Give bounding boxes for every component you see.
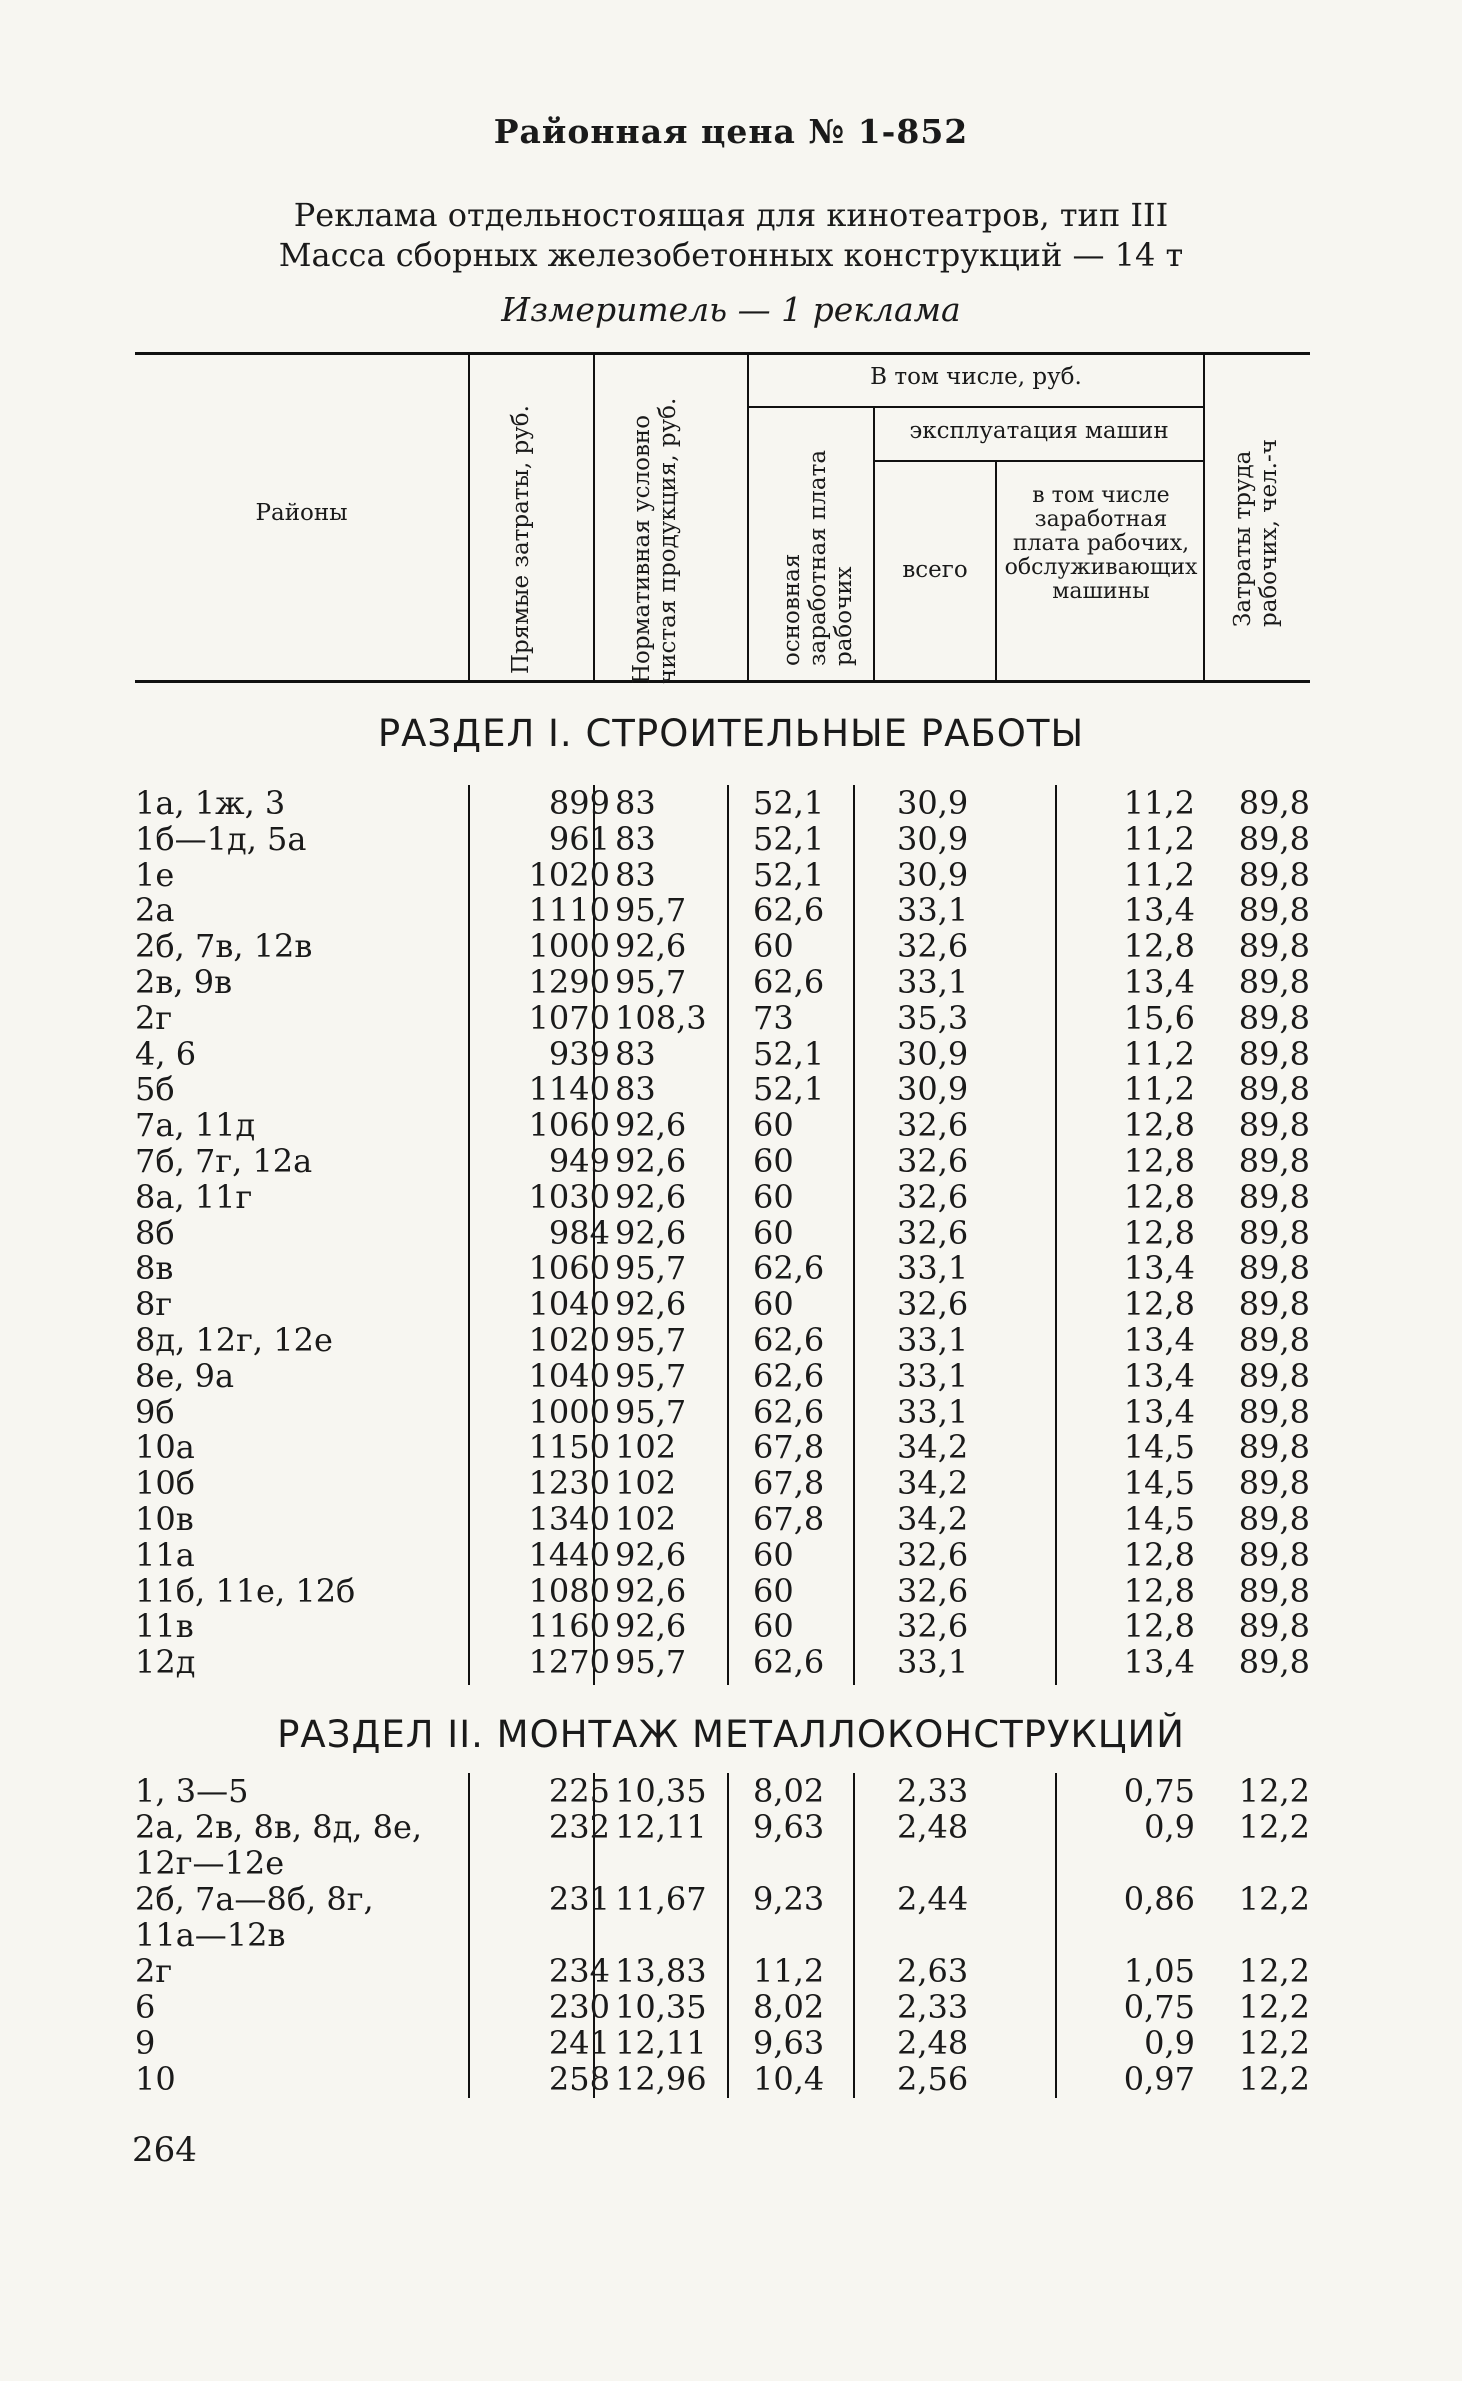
cell-v1: 1020 xyxy=(528,856,610,894)
page-title: Районная цена № 1-852 xyxy=(493,112,969,151)
cell-v3: 60 xyxy=(753,1214,794,1252)
cell-v3: 10,4 xyxy=(753,2060,825,2098)
cell-v2: 10,35 xyxy=(615,1988,707,2026)
table-row xyxy=(135,1989,1310,2025)
header-sub-rule xyxy=(875,460,1203,462)
cell-v4: 33,1 xyxy=(897,963,969,1001)
cell-v4: 2,56 xyxy=(897,2060,969,2098)
table-row xyxy=(135,1107,1310,1143)
table-row xyxy=(135,2025,1310,2061)
cell-v3: 52,1 xyxy=(753,1035,825,1073)
cell-v3: 11,2 xyxy=(753,1952,825,1990)
cell-v5: 12,8 xyxy=(1123,1178,1195,1216)
header-direct-cost: Прямые затраты, руб. xyxy=(508,405,534,674)
header-labor: Затраты труда рабочих, чел.-ч xyxy=(1230,439,1282,627)
table-row xyxy=(135,1808,1310,1882)
cell-v2: 102 xyxy=(615,1464,677,1502)
table-row xyxy=(135,1215,1310,1251)
cell-v2: 102 xyxy=(615,1428,677,1466)
cell-v5: 0,97 xyxy=(1123,2060,1195,2098)
cell-region: 1а, 1ж, 3 xyxy=(135,784,286,822)
cell-v6: 89,8 xyxy=(1238,1643,1310,1681)
header-bottom-rule xyxy=(135,680,1310,683)
cell-v4: 33,1 xyxy=(897,1643,969,1681)
cell-region: 8в xyxy=(135,1249,174,1287)
cell-v6: 89,8 xyxy=(1238,784,1310,822)
cell-v3: 8,02 xyxy=(753,1772,825,1810)
cell-region: 10 xyxy=(135,2060,176,2098)
cell-v2: 83 xyxy=(615,820,656,858)
cell-v6: 12,2 xyxy=(1238,1952,1310,1990)
cell-v1: 1040 xyxy=(528,1285,610,1323)
cell-v5: 12,8 xyxy=(1123,1607,1195,1645)
cell-v3: 9,63 xyxy=(753,2024,825,2062)
cell-v4: 30,9 xyxy=(897,1070,969,1108)
cell-v2: 92,6 xyxy=(615,1572,687,1610)
cell-region: 2а xyxy=(135,891,175,929)
cell-v1: 258 xyxy=(548,2060,610,2098)
header-col-rule xyxy=(747,355,749,680)
cell-v4: 33,1 xyxy=(897,1321,969,1359)
section-1-title: РАЗДЕЛ I. СТРОИТЕЛЬНЫЕ РАБОТЫ xyxy=(377,712,1085,755)
cell-v1: 1040 xyxy=(528,1357,610,1395)
cell-v6: 89,8 xyxy=(1238,820,1310,858)
cell-v4: 2,44 xyxy=(897,1880,969,1918)
header-top-rule xyxy=(135,352,1310,355)
cell-v1: 1110 xyxy=(528,891,610,929)
cell-v1: 1140 xyxy=(528,1070,610,1108)
cell-v2: 95,7 xyxy=(615,1321,687,1359)
cell-v6: 89,8 xyxy=(1238,891,1310,929)
cell-v6: 12,2 xyxy=(1238,2024,1310,2062)
cell-v6: 89,8 xyxy=(1238,1285,1310,1323)
cell-v3: 62,6 xyxy=(753,1249,825,1287)
cell-v2: 95,7 xyxy=(615,1357,687,1395)
cell-v3: 62,6 xyxy=(753,963,825,1001)
cell-v2: 92,6 xyxy=(615,1142,687,1180)
cell-region: 8д, 12г, 12е xyxy=(135,1321,333,1359)
cell-region: 11б, 11е, 12б xyxy=(135,1572,356,1610)
cell-v5: 12,8 xyxy=(1123,927,1195,965)
cell-region: 1, 3—5 xyxy=(135,1772,249,1810)
table-row xyxy=(135,1429,1310,1465)
cell-v4: 32,6 xyxy=(897,1106,969,1144)
cell-region: 7б, 7г, 12а xyxy=(135,1142,313,1180)
header-total: всего xyxy=(902,557,968,583)
cell-v5: 12,8 xyxy=(1123,1106,1195,1144)
cell-v5: 12,8 xyxy=(1123,1285,1195,1323)
cell-v3: 60 xyxy=(753,1572,794,1610)
cell-v6: 12,2 xyxy=(1238,1880,1310,1918)
cell-v2: 95,7 xyxy=(615,891,687,929)
cell-v1: 1270 xyxy=(528,1643,610,1681)
cell-v1: 949 xyxy=(548,1142,610,1180)
cell-v2: 83 xyxy=(615,1070,656,1108)
cell-v1: 1160 xyxy=(528,1607,610,1645)
cell-v6: 12,2 xyxy=(1238,1808,1310,1846)
cell-v1: 1290 xyxy=(528,963,610,1001)
header-base-wage: основная заработная плата рабочих xyxy=(779,449,857,666)
cell-v3: 62,6 xyxy=(753,1643,825,1681)
cell-v6: 89,8 xyxy=(1238,1572,1310,1610)
table-row xyxy=(135,1179,1310,1215)
table-row xyxy=(135,1644,1310,1680)
cell-v2: 92,6 xyxy=(615,1106,687,1144)
cell-v5: 14,5 xyxy=(1123,1500,1195,1538)
table-row xyxy=(135,821,1310,857)
table-row xyxy=(135,964,1310,1000)
table-row xyxy=(135,1573,1310,1609)
cell-v4: 34,2 xyxy=(897,1464,969,1502)
cell-v1: 1150 xyxy=(528,1428,610,1466)
cell-region: 8а, 11г xyxy=(135,1178,253,1216)
cell-v4: 30,9 xyxy=(897,784,969,822)
cell-v2: 11,67 xyxy=(615,1880,707,1918)
cell-v4: 2,48 xyxy=(897,1808,969,1846)
cell-v1: 899 xyxy=(548,784,610,822)
cell-region: 7а, 11д xyxy=(135,1106,256,1144)
cell-v1: 1060 xyxy=(528,1249,610,1287)
cell-region: 2в, 9в xyxy=(135,963,233,1001)
table-row xyxy=(135,1286,1310,1322)
cell-v6: 12,2 xyxy=(1238,1988,1310,2026)
header-incl-wage: в том числе заработная плата рабочих, обслуживающих машины xyxy=(1004,483,1198,604)
cell-v2: 102 xyxy=(615,1500,677,1538)
cell-region: 8е, 9а xyxy=(135,1357,235,1395)
header-col-rule xyxy=(1203,355,1205,680)
cell-v5: 14,5 xyxy=(1123,1464,1195,1502)
cell-v3: 60 xyxy=(753,1106,794,1144)
measure-unit: Измеритель — 1 реклама xyxy=(501,290,961,329)
cell-v5: 11,2 xyxy=(1123,820,1195,858)
table-row xyxy=(135,1501,1310,1537)
cell-v1: 231 xyxy=(548,1880,610,1918)
cell-v6: 89,8 xyxy=(1238,1142,1310,1180)
table-row xyxy=(135,2061,1310,2097)
cell-v5: 12,8 xyxy=(1123,1536,1195,1574)
cell-v2: 83 xyxy=(615,1035,656,1073)
cell-region: 2б, 7в, 12в xyxy=(135,927,313,965)
cell-v1: 225 xyxy=(548,1772,610,1810)
cell-v4: 30,9 xyxy=(897,1035,969,1073)
cell-v6: 89,8 xyxy=(1238,1106,1310,1144)
cell-v3: 9,23 xyxy=(753,1880,825,1918)
cell-v4: 35,3 xyxy=(897,999,969,1037)
cell-v5: 13,4 xyxy=(1123,963,1195,1001)
cell-v2: 95,7 xyxy=(615,963,687,1001)
header-incl: В том числе, руб. xyxy=(870,364,1082,390)
cell-region: 2г xyxy=(135,999,173,1037)
cell-v5: 13,4 xyxy=(1123,1393,1195,1431)
cell-v1: 984 xyxy=(548,1214,610,1252)
cell-v6: 89,8 xyxy=(1238,963,1310,1001)
cell-v1: 230 xyxy=(548,1988,610,2026)
cell-v1: 1000 xyxy=(528,1393,610,1431)
cell-v5: 11,2 xyxy=(1123,1070,1195,1108)
cell-region: 11в xyxy=(135,1607,194,1645)
table-row xyxy=(135,1608,1310,1644)
cell-v5: 13,4 xyxy=(1123,1643,1195,1681)
cell-region: 1б—1д, 5а xyxy=(135,820,307,858)
cell-v3: 60 xyxy=(753,1178,794,1216)
cell-v1: 1080 xyxy=(528,1572,610,1610)
header-machine-op: эксплуатация машин xyxy=(909,418,1169,444)
cell-v3: 67,8 xyxy=(753,1428,825,1466)
subtitle-line-1: Реклама отдельностоящая для кинотеатров, тип III xyxy=(293,196,1169,234)
cell-region-cont: 11а—12в xyxy=(135,1916,286,1954)
header-sub-rule xyxy=(749,406,1203,408)
cell-v4: 34,2 xyxy=(897,1500,969,1538)
cell-v5: 0,9 xyxy=(1144,1808,1195,1846)
table-row xyxy=(135,857,1310,893)
cell-region: 10в xyxy=(135,1500,194,1538)
cell-v2: 13,83 xyxy=(615,1952,707,1990)
cell-v3: 9,63 xyxy=(753,1808,825,1846)
cell-v1: 232 xyxy=(548,1808,610,1846)
cell-v6: 89,8 xyxy=(1238,1178,1310,1216)
cell-v3: 60 xyxy=(753,1536,794,1574)
section-2-table xyxy=(135,1773,1310,2103)
cell-v6: 89,8 xyxy=(1238,1070,1310,1108)
cell-region: 2б, 7а—8б, 8г, xyxy=(135,1880,374,1918)
cell-v3: 67,8 xyxy=(753,1464,825,1502)
cell-v3: 60 xyxy=(753,1607,794,1645)
cell-region: 12д xyxy=(135,1643,196,1681)
cell-v1: 234 xyxy=(548,1952,610,1990)
cell-v3: 60 xyxy=(753,1285,794,1323)
table-row xyxy=(135,1953,1310,1989)
cell-v6: 89,8 xyxy=(1238,1607,1310,1645)
cell-v5: 12,8 xyxy=(1123,1142,1195,1180)
cell-region: 10а xyxy=(135,1428,195,1466)
page-number: 264 xyxy=(132,2130,197,2170)
header-normative: Нормативная условно чистая продукция, руб. xyxy=(629,397,681,684)
cell-v2: 92,6 xyxy=(615,1285,687,1323)
cell-v2: 83 xyxy=(615,784,656,822)
cell-region: 4, 6 xyxy=(135,1035,197,1073)
cell-v6: 89,8 xyxy=(1238,1428,1310,1466)
cell-v5: 14,5 xyxy=(1123,1428,1195,1466)
cell-region: 8г xyxy=(135,1285,173,1323)
cell-v4: 33,1 xyxy=(897,891,969,929)
cell-v5: 13,4 xyxy=(1123,1321,1195,1359)
cell-v5: 11,2 xyxy=(1123,856,1195,894)
cell-v1: 241 xyxy=(548,2024,610,2062)
cell-v3: 52,1 xyxy=(753,820,825,858)
cell-v6: 89,8 xyxy=(1238,1536,1310,1574)
cell-v3: 52,1 xyxy=(753,784,825,822)
cell-v1: 1030 xyxy=(528,1178,610,1216)
cell-v1: 939 xyxy=(548,1035,610,1073)
cell-v4: 30,9 xyxy=(897,856,969,894)
cell-region: 2а, 2в, 8в, 8д, 8е, xyxy=(135,1808,423,1846)
cell-v1: 1060 xyxy=(528,1106,610,1144)
cell-v5: 13,4 xyxy=(1123,1249,1195,1287)
cell-v1: 1340 xyxy=(528,1500,610,1538)
cell-v2: 92,6 xyxy=(615,1536,687,1574)
cell-region: 5б xyxy=(135,1070,175,1108)
cell-v3: 52,1 xyxy=(753,856,825,894)
cell-region: 9 xyxy=(135,2024,156,2062)
cell-v1: 961 xyxy=(548,820,610,858)
table-row xyxy=(135,1322,1310,1358)
cell-v6: 89,8 xyxy=(1238,927,1310,965)
cell-v3: 67,8 xyxy=(753,1500,825,1538)
table-row xyxy=(135,1537,1310,1573)
cell-v2: 12,11 xyxy=(615,2024,707,2062)
cell-v6: 89,8 xyxy=(1238,1357,1310,1395)
cell-v6: 89,8 xyxy=(1238,1321,1310,1359)
cell-v1: 1000 xyxy=(528,927,610,965)
cell-v4: 32,6 xyxy=(897,1142,969,1180)
table-row xyxy=(135,928,1310,964)
header-col-rule xyxy=(995,460,997,680)
table-row xyxy=(135,1358,1310,1394)
cell-v3: 62,6 xyxy=(753,1321,825,1359)
cell-v3: 8,02 xyxy=(753,1988,825,2026)
cell-v2: 95,7 xyxy=(615,1249,687,1287)
cell-v5: 1,05 xyxy=(1123,1952,1195,1990)
table-row xyxy=(135,1465,1310,1501)
cell-v5: 15,6 xyxy=(1123,999,1195,1037)
table-row xyxy=(135,785,1310,821)
cell-v3: 62,6 xyxy=(753,1357,825,1395)
cell-v1: 1230 xyxy=(528,1464,610,1502)
cell-v5: 0,86 xyxy=(1123,1880,1195,1918)
table-row xyxy=(135,1773,1310,1809)
cell-v2: 108,3 xyxy=(615,999,707,1037)
table-row xyxy=(135,1071,1310,1107)
cell-v4: 32,6 xyxy=(897,1285,969,1323)
cell-v4: 33,1 xyxy=(897,1249,969,1287)
cell-v2: 83 xyxy=(615,856,656,894)
cell-v3: 60 xyxy=(753,1142,794,1180)
cell-v2: 12,11 xyxy=(615,1808,707,1846)
cell-v5: 0,9 xyxy=(1144,2024,1195,2062)
cell-v4: 32,6 xyxy=(897,1536,969,1574)
cell-v4: 32,6 xyxy=(897,1607,969,1645)
cell-v4: 34,2 xyxy=(897,1428,969,1466)
cell-v4: 30,9 xyxy=(897,820,969,858)
cell-v3: 73 xyxy=(753,999,794,1037)
cell-v3: 62,6 xyxy=(753,1393,825,1431)
section-2-title: РАЗДЕЛ II. МОНТАЖ МЕТАЛЛОКОНСТРУКЦИЙ xyxy=(277,1713,1185,1756)
cell-v5: 11,2 xyxy=(1123,784,1195,822)
cell-v2: 92,6 xyxy=(615,1178,687,1216)
cell-v5: 0,75 xyxy=(1123,1988,1195,2026)
cell-v6: 89,8 xyxy=(1238,856,1310,894)
cell-v3: 52,1 xyxy=(753,1070,825,1108)
cell-v5: 13,4 xyxy=(1123,1357,1195,1395)
cell-region: 9б xyxy=(135,1393,175,1431)
subtitle-line-2: Масса сборных железобетонных конструкций — 14 т xyxy=(278,236,1184,274)
cell-v5: 13,4 xyxy=(1123,891,1195,929)
cell-v2: 92,6 xyxy=(615,1214,687,1252)
cell-v3: 62,6 xyxy=(753,891,825,929)
cell-region: 1е xyxy=(135,856,175,894)
cell-region: 6 xyxy=(135,1988,156,2026)
cell-v6: 89,8 xyxy=(1238,1464,1310,1502)
cell-v4: 32,6 xyxy=(897,1214,969,1252)
cell-v5: 12,8 xyxy=(1123,1214,1195,1252)
cell-v6: 12,2 xyxy=(1238,2060,1310,2098)
cell-v2: 92,6 xyxy=(615,1607,687,1645)
table-row xyxy=(135,1000,1310,1036)
cell-region: 10б xyxy=(135,1464,195,1502)
table-row xyxy=(135,1250,1310,1286)
table-row xyxy=(135,1880,1310,1954)
header-col-rule xyxy=(593,355,595,680)
cell-v4: 2,48 xyxy=(897,2024,969,2062)
cell-v3: 60 xyxy=(753,927,794,965)
cell-v6: 89,8 xyxy=(1238,1500,1310,1538)
section-1-table xyxy=(135,785,1310,1685)
cell-v6: 89,8 xyxy=(1238,1214,1310,1252)
cell-v5: 12,8 xyxy=(1123,1572,1195,1610)
cell-region: 11а xyxy=(135,1536,195,1574)
table-header xyxy=(135,352,1310,682)
cell-v1: 1020 xyxy=(528,1321,610,1359)
cell-v4: 32,6 xyxy=(897,1178,969,1216)
header-col-rule xyxy=(468,355,470,680)
cell-v1: 1070 xyxy=(528,999,610,1037)
cell-v2: 12,96 xyxy=(615,2060,707,2098)
cell-v4: 33,1 xyxy=(897,1357,969,1395)
cell-region-cont: 12г—12е xyxy=(135,1844,285,1882)
table-row xyxy=(135,1036,1310,1072)
header-regions: Районы xyxy=(255,500,348,526)
table-row xyxy=(135,1394,1310,1430)
cell-v6: 89,8 xyxy=(1238,1035,1310,1073)
cell-v6: 89,8 xyxy=(1238,1393,1310,1431)
header-col-rule xyxy=(873,406,875,680)
cell-v4: 2,33 xyxy=(897,1988,969,2026)
cell-v2: 10,35 xyxy=(615,1772,707,1810)
cell-v6: 89,8 xyxy=(1238,999,1310,1037)
cell-region: 2г xyxy=(135,1952,173,1990)
cell-v1: 1440 xyxy=(528,1536,610,1574)
cell-v4: 32,6 xyxy=(897,1572,969,1610)
cell-v5: 11,2 xyxy=(1123,1035,1195,1073)
cell-v4: 2,63 xyxy=(897,1952,969,1990)
table-row xyxy=(135,892,1310,928)
cell-v5: 0,75 xyxy=(1123,1772,1195,1810)
cell-v4: 33,1 xyxy=(897,1393,969,1431)
table-row xyxy=(135,1143,1310,1179)
cell-v6: 12,2 xyxy=(1238,1772,1310,1810)
cell-v2: 95,7 xyxy=(615,1393,687,1431)
cell-region: 8б xyxy=(135,1214,175,1252)
cell-v2: 95,7 xyxy=(615,1643,687,1681)
cell-v2: 92,6 xyxy=(615,927,687,965)
cell-v4: 32,6 xyxy=(897,927,969,965)
cell-v6: 89,8 xyxy=(1238,1249,1310,1287)
cell-v4: 2,33 xyxy=(897,1772,969,1810)
